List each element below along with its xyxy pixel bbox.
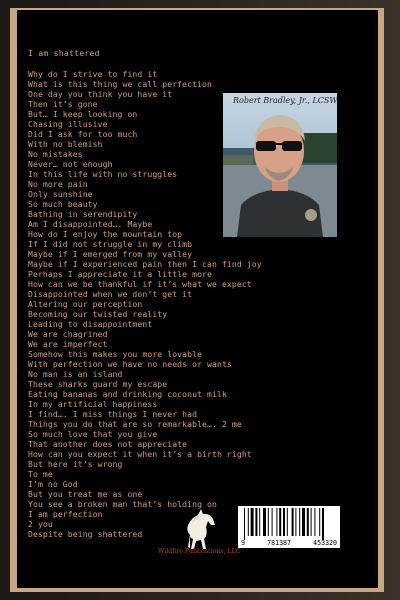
poem-line: No mistakes bbox=[28, 149, 83, 159]
poem-line: No more pain bbox=[28, 179, 88, 189]
poem-line: You see a broken man that’s holding on bbox=[28, 499, 217, 509]
poem-line: We are imperfect bbox=[28, 339, 108, 349]
poem-line: How can you expect it when it’s a birth right bbox=[28, 449, 252, 459]
poem-line: Am I disappointed…. Maybe bbox=[28, 219, 153, 229]
barcode bbox=[238, 506, 340, 548]
poem-line: Then it’s gone bbox=[28, 99, 98, 109]
poem-line: These sharks guard my escape bbox=[28, 379, 168, 389]
poem-line: Despite being shattered bbox=[28, 529, 143, 539]
poem-line: I find…. I miss things I never had bbox=[28, 409, 198, 419]
poem-line: How do I enjoy the mountain top bbox=[28, 229, 183, 239]
poem-line: Leading to disappointment bbox=[28, 319, 153, 329]
horse-logo-icon bbox=[168, 505, 228, 553]
poem-title: I am shattered bbox=[28, 48, 100, 58]
barcode-digit-group: 781387 bbox=[267, 539, 291, 547]
poem-line: Only sunshine bbox=[28, 189, 93, 199]
poem-line: 2 you bbox=[28, 519, 53, 529]
poem-line: Things you do that are so remarkable…. 2 me bbox=[28, 419, 242, 429]
poem-line: Becoming our twisted reality bbox=[28, 309, 168, 319]
poem-line: Altering our perception bbox=[28, 299, 143, 309]
poem-line: To me bbox=[28, 469, 53, 479]
publisher-name: Wildfire Publications, LLC bbox=[158, 548, 241, 555]
poem-line: What is this thing we call perfection bbox=[28, 79, 212, 89]
poem-line: In this life with no struggles bbox=[28, 169, 178, 179]
poem-line: Never… not enough bbox=[28, 159, 113, 169]
poem-line: I’m no God bbox=[28, 479, 78, 489]
poem-line: Perhaps I appreciate it a little more bbox=[28, 269, 212, 279]
poem-line: Did I ask for too much bbox=[28, 129, 138, 139]
poem-line: Somehow this makes you more lovable bbox=[28, 349, 203, 359]
poem-line: If I did not struggle in my climb bbox=[28, 239, 193, 249]
poem-line: Why do I strive to find it bbox=[28, 69, 158, 79]
poem-line: One day you think you have it bbox=[28, 89, 173, 99]
poem-line: But here it’s wrong bbox=[28, 459, 123, 469]
barcode-digit-group: 453320 bbox=[313, 539, 337, 547]
poem-line: With no blemish bbox=[28, 139, 103, 149]
poem-line: With perfection we have no needs or wants bbox=[28, 359, 232, 369]
poem-line: Eating bananas and drinking coconut milk bbox=[28, 389, 227, 399]
poem-line: Chasing illusive bbox=[28, 119, 108, 129]
poem-line: Disappointed when we don’t get it bbox=[28, 289, 193, 299]
poem-line: Bathing in serendipity bbox=[28, 209, 138, 219]
poem-line: Maybe if I emerged from my valley bbox=[28, 249, 193, 259]
poem-line: So much beauty bbox=[28, 199, 98, 209]
poem-line: In my artificial happiness bbox=[28, 399, 158, 409]
poem-line: That another does not appreciate bbox=[28, 439, 188, 449]
author-caption: Robert Bradley, Jr., LCSW bbox=[233, 96, 338, 105]
poem-line: So much love that you give bbox=[28, 429, 158, 439]
poem-line: But… I keep looking on bbox=[28, 109, 138, 119]
poem-line: But you treat me as one bbox=[28, 489, 143, 499]
poem-line: Maybe if I experienced pain then I can find joy bbox=[28, 259, 262, 269]
poem-line: We are chagrined bbox=[28, 329, 108, 339]
author-photo bbox=[223, 93, 337, 237]
barcode-digit-group: 9 bbox=[241, 539, 245, 547]
poem-line: How can we be thankful if it’s what we expect bbox=[28, 279, 252, 289]
poem-line: No man is an island bbox=[28, 369, 123, 379]
poem-line: I am perfection bbox=[28, 509, 103, 519]
